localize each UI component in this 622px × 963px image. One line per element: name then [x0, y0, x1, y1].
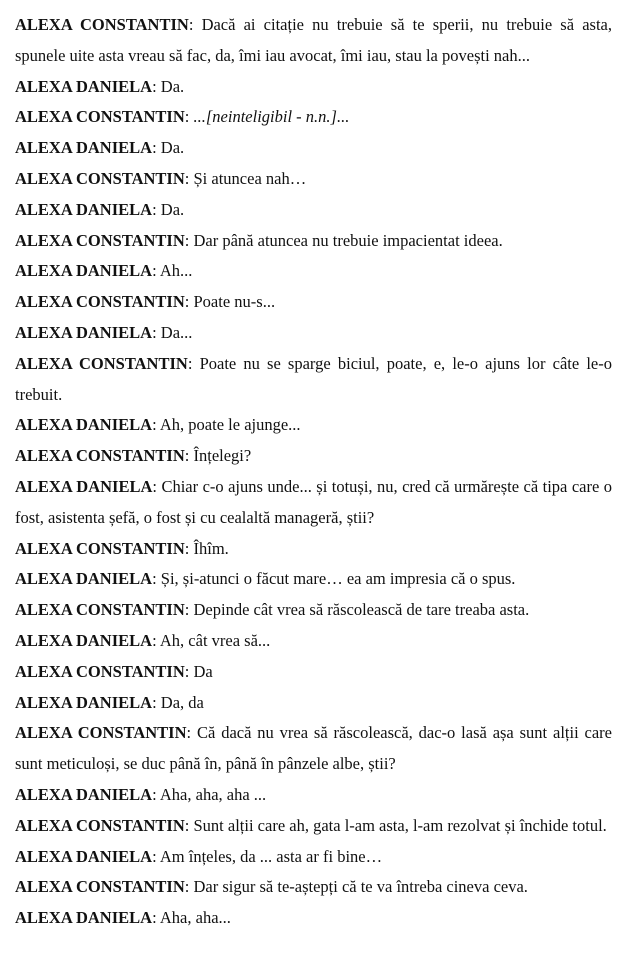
speaker-name: ALEXA DANIELA	[15, 476, 153, 496]
speaker-name: ALEXA CONSTANTIN	[15, 815, 185, 835]
speaker-separator: :	[184, 600, 194, 620]
transcript-line	[15, 102, 612, 133]
utterance-text: Da...	[160, 322, 193, 342]
transcript-line	[15, 872, 612, 903]
transcript-line	[15, 72, 612, 103]
speaker-separator: :	[152, 138, 161, 158]
transcript-line	[15, 688, 612, 719]
speaker-name: ALEXA CONSTANTIN	[15, 168, 185, 188]
utterance-text: Înțelegi?	[193, 446, 252, 466]
speaker-separator: :	[152, 846, 160, 866]
speaker-separator: :	[152, 415, 160, 435]
transcript-line	[15, 226, 612, 257]
transcript-line	[15, 903, 612, 934]
utterance-text: Chiar c-o ajuns unde... și totuși, nu, cred că urmărește că tipa care o fost, asistenta șefă, o fost și cu cealaltă manageră, știi?	[15, 476, 612, 527]
speaker-separator: :	[184, 661, 194, 681]
speaker-name: ALEXA DANIELA	[15, 76, 153, 96]
utterance-text: Dacă ai citație nu trebuie să te sperii, nu trebuie să asta, spunele uite asta vreau să fac, da, îmi iau avocat, îmi iau, stau la povești nah...	[15, 15, 612, 65]
utterance-text: Dar sigur să te-aștepți că te va întreba cineva ceva.	[193, 877, 528, 897]
transcript-line	[15, 256, 612, 287]
speaker-name: ALEXA CONSTANTIN	[15, 446, 185, 466]
utterance-text: Da.	[160, 138, 185, 158]
speaker-separator: :	[152, 476, 162, 496]
transcript-line	[15, 287, 612, 318]
transcript-line	[15, 718, 612, 780]
transcript-line	[15, 349, 612, 411]
utterance-text: Dar până atuncea nu trebuie impacientat ideea.	[193, 230, 503, 250]
speaker-name: ALEXA CONSTANTIN	[15, 353, 188, 373]
speaker-name: ALEXA DANIELA	[15, 784, 153, 804]
speaker-name: ALEXA DANIELA	[15, 569, 153, 589]
speaker-name: ALEXA CONSTANTIN	[15, 230, 185, 250]
transcript-line	[15, 811, 612, 842]
utterance-text: ...[neinteligibil - n.n.]...	[193, 107, 350, 127]
utterance-text: Sunt alții care ah, gata l-am asta, l-am rezolvat și închide totul.	[193, 815, 607, 835]
speaker-separator: :	[152, 784, 160, 804]
utterance-text: Aha, aha...	[159, 908, 231, 928]
speaker-name: ALEXA CONSTANTIN	[15, 877, 185, 897]
utterance-text: Aha, aha, aha ...	[159, 784, 267, 804]
speaker-separator: :	[184, 877, 194, 897]
utterance-text: Depinde cât vrea să răscolească de tare treaba asta.	[193, 600, 530, 620]
speaker-separator: :	[152, 199, 161, 219]
utterance-text: Da	[193, 661, 213, 681]
speaker-name: ALEXA DANIELA	[15, 138, 153, 158]
speaker-separator: :	[184, 538, 194, 558]
transcript-line	[15, 133, 612, 164]
utterance-text: Poate nu-s...	[193, 292, 276, 312]
utterance-text: Ah, cât vrea să...	[159, 630, 271, 650]
speaker-separator: :	[184, 292, 194, 312]
transcript-line	[15, 10, 612, 72]
transcript-line	[15, 534, 612, 565]
transcript-line	[15, 410, 612, 441]
speaker-separator: :	[152, 692, 161, 712]
transcript-line	[15, 195, 612, 226]
speaker-name: ALEXA DANIELA	[15, 692, 153, 712]
utterance-text: Poate nu se sparge biciul, poate, e, le-o ajuns lor câte le-o trebuit.	[15, 353, 612, 404]
speaker-name: ALEXA DANIELA	[15, 908, 153, 928]
speaker-name: ALEXA DANIELA	[15, 261, 153, 281]
transcript-line	[15, 564, 612, 595]
utterance-text: Ah, poate le ajunge...	[159, 415, 301, 435]
speaker-name: ALEXA CONSTANTIN	[15, 15, 189, 34]
transcript-line	[15, 164, 612, 195]
utterance-text: Da, da	[160, 692, 204, 712]
speaker-separator: :	[186, 723, 197, 743]
speaker-separator: :	[187, 353, 200, 373]
utterance-text: Da.	[160, 76, 185, 96]
transcript-line	[15, 780, 612, 811]
speaker-name: ALEXA DANIELA	[15, 322, 153, 342]
speaker-name: ALEXA CONSTANTIN	[15, 600, 185, 620]
utterance-text: Că dacă nu vrea să răscolească, dac-o lasă așa sunt alții care sunt meticuloși, se duc până în, până în pânzele albe, știi?	[15, 723, 613, 774]
speaker-name: ALEXA CONSTANTIN	[15, 107, 185, 127]
utterance-text: Îhîm.	[193, 538, 229, 558]
speaker-name: ALEXA DANIELA	[15, 846, 153, 866]
speaker-name: ALEXA DANIELA	[15, 199, 153, 219]
speaker-separator: :	[184, 230, 194, 250]
utterance-text: Am înțeles, da ... asta ar fi bine…	[159, 846, 383, 866]
speaker-separator: :	[184, 168, 194, 188]
speaker-separator: :	[152, 261, 160, 281]
speaker-separator: :	[152, 630, 160, 650]
speaker-name: ALEXA DANIELA	[15, 415, 153, 435]
speaker-name: ALEXA CONSTANTIN	[15, 292, 185, 312]
speaker-separator: :	[184, 446, 194, 466]
speaker-name: ALEXA CONSTANTIN	[15, 723, 187, 743]
utterance-text: Ah...	[159, 261, 193, 281]
transcript-line	[15, 472, 612, 534]
speaker-separator: :	[188, 15, 202, 34]
transcript-line	[15, 595, 612, 626]
utterance-text: Da.	[160, 199, 185, 219]
utterance-text: Și, și-atunci o făcut mare… ea am impresia că o spus.	[160, 569, 516, 589]
speaker-name: ALEXA CONSTANTIN	[15, 661, 185, 681]
transcript-line	[15, 842, 612, 873]
speaker-name: ALEXA CONSTANTIN	[15, 538, 185, 558]
speaker-separator: :	[152, 569, 161, 589]
transcript-line	[15, 441, 612, 472]
transcript-line	[15, 657, 612, 688]
speaker-separator: :	[152, 322, 161, 342]
transcript-line	[15, 318, 612, 349]
utterance-text: Și atuncea nah…	[193, 168, 307, 188]
speaker-separator: :	[152, 76, 161, 96]
transcript-line	[15, 626, 612, 657]
speaker-separator: :	[184, 107, 194, 127]
speaker-name: ALEXA DANIELA	[15, 630, 153, 650]
speaker-separator: :	[152, 908, 160, 928]
speaker-separator: :	[184, 815, 194, 835]
